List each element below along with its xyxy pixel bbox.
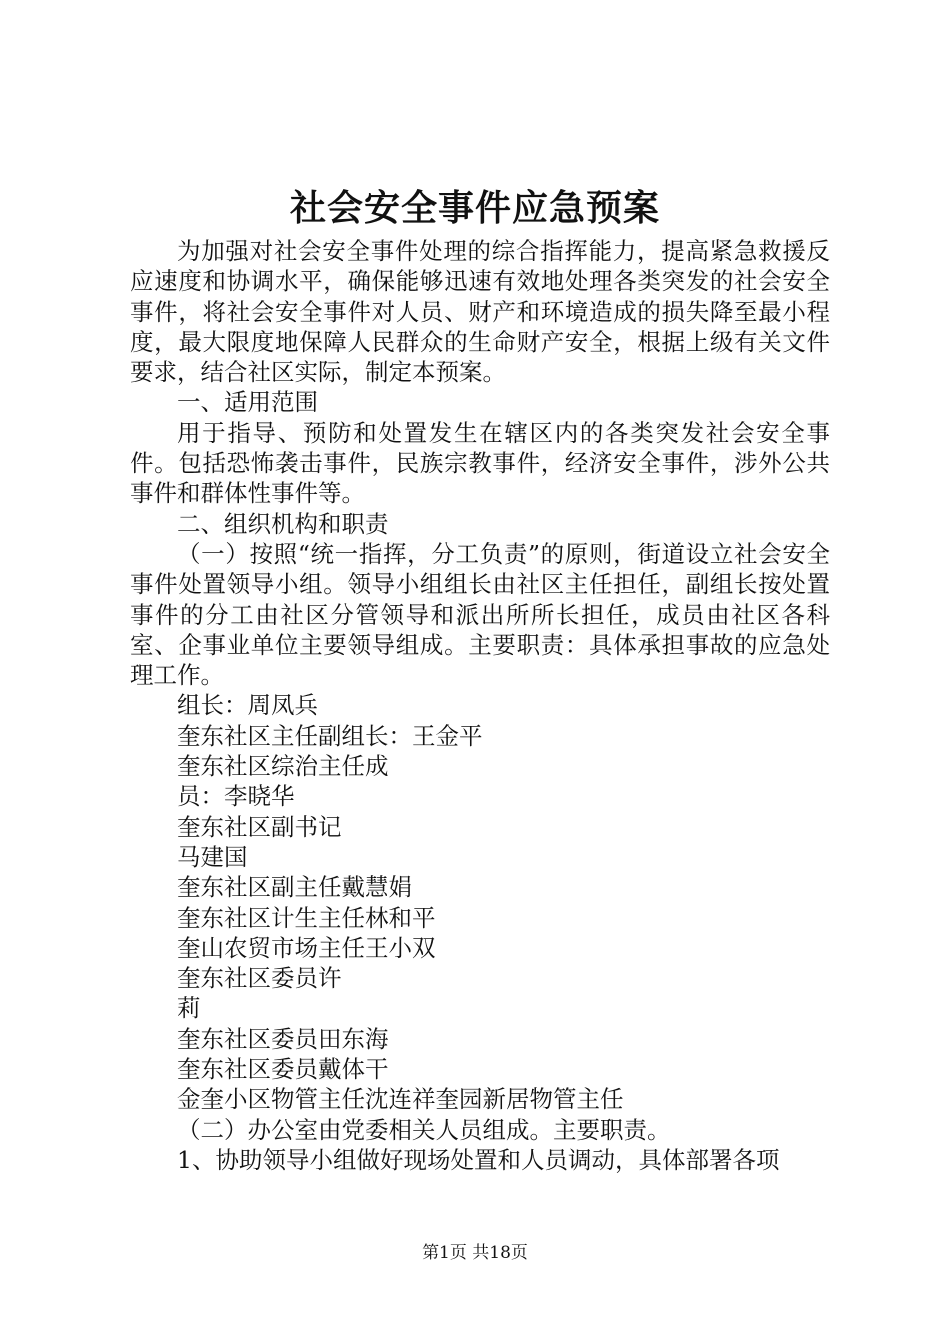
section-heading-scope: 一、适用范围 xyxy=(177,388,318,417)
member-line: 莉 xyxy=(177,994,201,1023)
section-heading-organization: 二、组织机构和职责 xyxy=(177,509,389,538)
member-line: 员：李晓华 xyxy=(177,782,295,811)
member-line: 奎东社区委员戴体干 xyxy=(177,1055,389,1084)
member-line: 奎山农贸市场主任王小双 xyxy=(177,933,436,962)
member-line: 组长：周凤兵 xyxy=(177,691,318,720)
page-footer: 第1页 共18页 xyxy=(422,1243,528,1263)
office-duty-line: （二）办公室由党委相关人员组成。主要职责。 xyxy=(177,1115,671,1144)
member-line: 奎东社区副主任戴慧娟 xyxy=(177,873,412,902)
intro-paragraph: 为加强对社会安全事件处理的综合指挥能力，提高紧急救援反应速度和协调水平，确保能够迅速有效地处理各类突发的社会安全事件，将社会安全事件对人员、财产和环境造成的损失降至最小程度，最大限度地保障人民群众的生命财产安全，根据上级有关文件要求，结合社区实际，制定本预案。 xyxy=(130,237,830,387)
member-line: 奎东社区主任副组长：王金平 xyxy=(177,721,483,750)
member-line: 金奎小区物管主任沈连祥奎园新居物管主任 xyxy=(177,1085,624,1114)
member-line: 奎东社区综治主任成 xyxy=(177,752,389,781)
member-line: 马建国 xyxy=(177,842,248,871)
organization-paragraph: （一）按照“统一指挥，分工负责”的原则，街道设立社会安全事件处置领导小组。领导小组组长由社区主任担任，副组长按处置事件的分工由社区分管领导和派出所所长担任，成员由社区各科室、企事业单位主要领导组成。主要职责：具体承担事故的应急处理工作。 xyxy=(130,539,830,690)
document-body xyxy=(130,236,830,1175)
scope-paragraph: 用于指导、预防和处置发生在辖区内的各类突发社会安全事件。包括恐怖袭击事件，民族宗教事件，经济安全事件，涉外公共事件和群体性事件等。 xyxy=(130,418,830,508)
member-line: 奎东社区委员许 xyxy=(177,964,342,993)
member-line: 奎东社区计生主任林和平 xyxy=(177,903,436,932)
member-line: 奎东社区副书记 xyxy=(177,812,342,841)
duty-item-line: 1、协助领导小组做好现场处置和人员调动，具体部署各项 xyxy=(177,1145,780,1174)
member-line: 奎东社区委员田东海 xyxy=(177,1024,389,1053)
page-title: 社会安全事件应急预案 xyxy=(289,188,660,229)
